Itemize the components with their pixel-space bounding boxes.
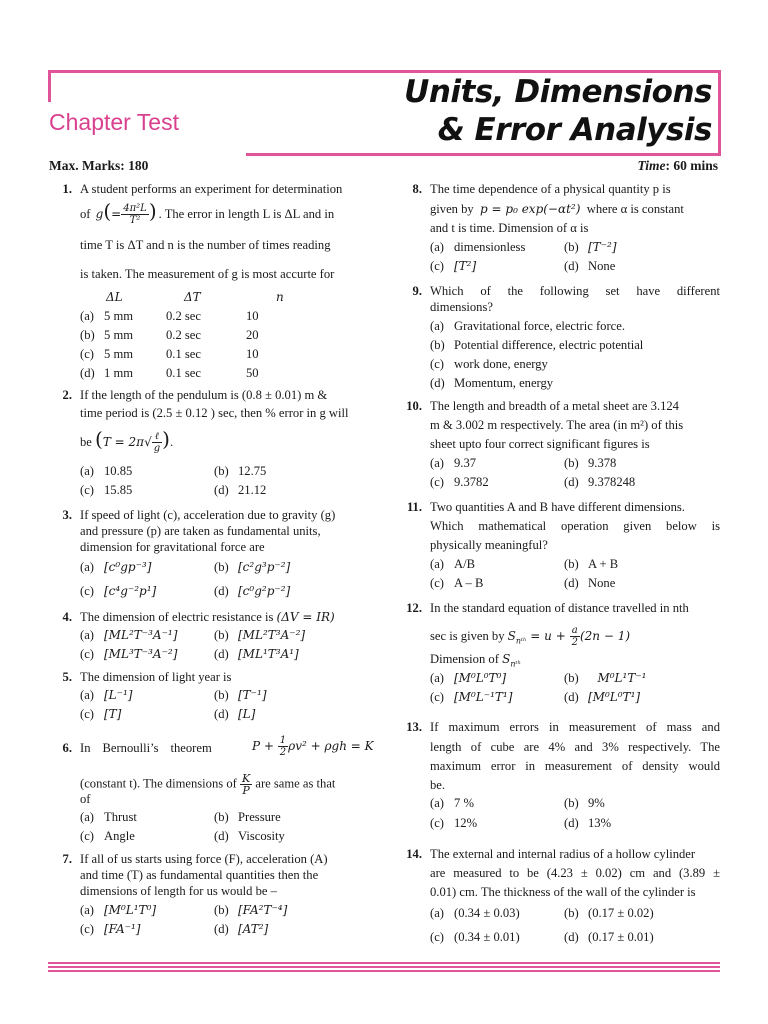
q14-line1: The external and internal radius of a hollow cylinder xyxy=(430,847,696,861)
q6-line1: In Bernoulli’s theorem xyxy=(80,741,212,755)
q6-line3: of xyxy=(80,792,91,806)
q13-line3: maximum error in measurement of density would xyxy=(430,759,720,773)
option-d[interactable]: (d) 13% xyxy=(564,816,612,830)
question-4 xyxy=(48,608,372,668)
q4-line1: The dimension of electric resistance is (ΔV = IR) xyxy=(80,610,335,624)
time-value: : 60 mins xyxy=(665,158,718,173)
footer-rule-1 xyxy=(48,962,720,964)
q11-line3: physically meaningful? xyxy=(430,538,548,552)
page-title-line2: & Error Analysis xyxy=(437,112,712,148)
q9-line2: dimensions? xyxy=(430,300,493,314)
q13-line4: be. xyxy=(430,778,446,792)
q12-distance-formula: $S_{nᵗʰ} = u$ + $\frac{a}{2}$ (2n − 1) xyxy=(507,625,631,648)
option-c[interactable]: (c) A – B xyxy=(430,576,484,590)
option-a[interactable]: (a) [L⁻¹] xyxy=(80,688,133,702)
option-c[interactable]: (c) 15.85 xyxy=(80,483,133,497)
option-b[interactable]: (b) 9.378 xyxy=(564,456,617,470)
option-b[interactable]: (b) Potential difference, electric potential xyxy=(430,338,644,352)
option-d[interactable]: (d) [L] xyxy=(214,707,256,721)
option-c[interactable]: (c) [M⁰L⁻¹T¹] xyxy=(430,690,513,704)
header-bottom-rule xyxy=(246,153,721,156)
q1-line4: is taken. The measurement of g is most accurte for xyxy=(80,267,335,281)
option-b[interactable]: (b) [T⁻²] xyxy=(564,240,617,254)
option-c[interactable]: (c) [T²] xyxy=(430,259,477,273)
option-a[interactable]: (a) Thrust xyxy=(80,810,137,824)
option-a[interactable]: (a) 9.37 xyxy=(430,456,477,470)
option-c[interactable]: (c) (0.34 ± 0.01) xyxy=(430,930,520,944)
q2-line1: If the length of the pendulum is (0.8 ± 0.01) m & xyxy=(80,388,328,402)
q1-line3: time T is ΔT and n is the number of times reading xyxy=(80,238,331,252)
question-number: 11. xyxy=(406,500,422,514)
time-label: Time xyxy=(637,158,666,173)
chapter-label: Chapter Test xyxy=(49,109,179,135)
question-11 xyxy=(398,498,720,596)
option-b[interactable]: (b) [c²g³p⁻²] xyxy=(214,560,291,574)
question-number: 13. xyxy=(406,720,422,734)
header-left-rule xyxy=(48,70,51,102)
q9-line1: Which of the following set have different xyxy=(430,284,720,298)
option-d[interactable]: (d) 1 mm 0.1 sec 50 xyxy=(80,366,259,380)
q8-line2: given by p = p₀ exp(−αt²) where α is constant xyxy=(430,202,684,216)
option-b[interactable]: (b) A + B xyxy=(564,557,619,571)
option-d[interactable]: (d) [c⁰g²p⁻²] xyxy=(214,584,291,598)
q1-header-n: n xyxy=(276,290,284,304)
option-c[interactable]: (c) work done, energy xyxy=(430,357,548,371)
q12-line2: sec is given by $S_{nᵗʰ} = u$ + $\frac{a}{2}$ (2n − 1) xyxy=(430,625,631,648)
q1-header-dt: ΔT xyxy=(184,290,201,304)
marks-value: : 180 xyxy=(120,158,149,173)
question-9 xyxy=(398,282,720,394)
option-b[interactable]: (b) (0.17 ± 0.02) xyxy=(564,906,654,920)
q11-line2: Which mathematical operation given below is xyxy=(430,519,720,533)
q3-line1: If speed of light (c), acceleration due to gravity (g) xyxy=(80,508,336,522)
q3-line2: and pressure (p) are taken as fundamental units, xyxy=(80,524,321,538)
page-title-line1: Units, Dimensions xyxy=(404,74,712,110)
question-14 xyxy=(398,845,720,945)
question-number: 8. xyxy=(412,182,422,196)
question-number: 6. xyxy=(62,741,72,755)
q1-g-formula: g(= $\frac{\text{4π²L}}{\text{T²}}$ ) xyxy=(95,199,157,226)
q2-line3: be (T = 2π√ $\frac{\text{ℓ}}{g}$ ). xyxy=(80,427,174,454)
question-number: 12. xyxy=(406,601,422,615)
question-8 xyxy=(398,180,720,280)
q1-line1: A student performs an experiment for determination xyxy=(80,182,343,196)
q10-line1: The length and breadth of a metal sheet are 3.124 xyxy=(430,399,679,413)
q13-line1: If maximum errors in measurement of mass and xyxy=(430,720,720,734)
question-7 xyxy=(48,850,372,942)
option-a[interactable]: (a) [ML²T⁻³A⁻¹] xyxy=(80,628,178,642)
q6-bernoulli-formula: P + $\frac{1}{2}$ ρv² + ρgh = K xyxy=(252,735,374,758)
footer-rule-2 xyxy=(48,966,720,968)
option-a[interactable]: (a) Gravitational force, electric force. xyxy=(430,319,625,333)
option-c[interactable]: (c) [T] xyxy=(80,707,122,721)
q6-line2: (constant t). The dimensions of $\frac{K}{P}$ are same as that xyxy=(80,772,336,797)
question-number: 5. xyxy=(62,670,72,684)
question-1 xyxy=(48,180,372,390)
question-number: 4. xyxy=(62,610,72,624)
option-c[interactable]: (c) 12% xyxy=(430,816,478,830)
question-number: 2. xyxy=(62,388,72,402)
question-12 xyxy=(398,599,720,715)
option-a[interactable]: (a) 10.85 xyxy=(80,464,133,478)
option-d[interactable]: (d) [M⁰L⁰T¹] xyxy=(564,690,641,704)
marks-label: Max. Marks xyxy=(49,158,121,173)
question-number: 9. xyxy=(412,284,422,298)
option-b[interactable]: (b) 5 mm 0.2 sec 20 xyxy=(80,328,259,342)
q7-line3: dimensions of length for us would be – xyxy=(80,884,277,898)
option-c[interactable]: (c) [ML³T⁻³A⁻²] xyxy=(80,647,178,661)
option-a[interactable]: (a) [M⁰L¹T⁰] xyxy=(80,903,157,917)
option-a[interactable]: (a) [c⁰gp⁻³] xyxy=(80,560,152,574)
q10-line3: sheet upto four correct significant figures is xyxy=(430,437,650,451)
q3-line3: dimension for gravitational force are xyxy=(80,540,265,554)
option-b[interactable]: (b) 12.75 xyxy=(214,464,267,478)
option-d[interactable]: (d) Momentum, energy xyxy=(430,376,554,390)
q7-line1: If all of us starts using force (F), acceleration (A) xyxy=(80,852,328,866)
q13-line2: length of cube are 4% and 3% respectively. The xyxy=(430,740,720,754)
question-6 xyxy=(48,735,372,847)
q12-line1: In the standard equation of distance travelled in nth xyxy=(430,601,689,615)
q1-line2: of g(= $\frac{\text{4π²L}}{\text{T²}}$ ) . The error in length L is ΔL and in xyxy=(80,199,335,226)
q14-line3: 0.01) cm. The thickness of the wall of the cylinder is xyxy=(430,885,696,899)
question-10 xyxy=(398,397,720,495)
footer-rule-3 xyxy=(48,970,720,972)
option-b[interactable]: (b) M⁰L¹T⁻¹ xyxy=(564,671,647,685)
q2-line2: time period is (2.5 ± 0.12 ) sec, then % error in g will xyxy=(80,406,349,420)
question-number: 1. xyxy=(62,182,72,196)
q2-period-formula: (T = 2π√ $\frac{\text{ℓ}}{g}$ ) xyxy=(95,427,170,454)
question-3 xyxy=(48,506,372,608)
option-a[interactable]: (a) A/B xyxy=(430,557,475,571)
option-a[interactable]: (a) dimensionless xyxy=(430,240,526,254)
option-c[interactable]: (c) 5 mm 0.1 sec 10 xyxy=(80,347,259,361)
option-a[interactable]: (a) [M⁰L⁰T⁰] xyxy=(430,671,507,685)
option-b[interactable]: (b) [FA²T⁻⁴] xyxy=(214,903,288,917)
q1-header-dl: ΔL xyxy=(106,290,123,304)
option-d[interactable]: (d) [AT²] xyxy=(214,922,269,936)
max-marks xyxy=(49,158,148,174)
q7-line2: and time (T) as fundamental quantities then the xyxy=(80,868,319,882)
q8-line3: and t is time. Dimension of α is xyxy=(430,221,589,235)
question-number: 7. xyxy=(62,852,72,866)
option-a[interactable]: (a) 7 % xyxy=(430,796,474,810)
option-d[interactable]: (d) None xyxy=(564,576,616,590)
q11-line1: Two quantities A and B have different dimensions. xyxy=(430,500,685,514)
question-number: 10. xyxy=(406,399,422,413)
option-d[interactable]: (d) None xyxy=(564,259,616,273)
option-a[interactable]: (a) 5 mm 0.2 sec 10 xyxy=(80,309,259,323)
option-c[interactable]: (c) 9.3782 xyxy=(430,475,489,489)
question-number: 14. xyxy=(406,847,422,861)
q12-line3: Dimension of $S_{nᵗʰ}$ xyxy=(430,652,521,669)
option-d[interactable]: (d) (0.17 ± 0.01) xyxy=(564,930,654,944)
option-d[interactable]: (d) 9.378248 xyxy=(564,475,636,489)
question-13 xyxy=(398,718,720,836)
q8-line1: The time dependence of a physical quantity p is xyxy=(430,182,671,196)
option-a[interactable]: (a) (0.34 ± 0.03) xyxy=(430,906,520,920)
question-2 xyxy=(48,386,372,500)
q14-line2: are measured to be (4.23 ± 0.02) cm and (3.89 ± xyxy=(430,866,720,880)
option-c[interactable]: (c) Angle xyxy=(80,829,135,843)
option-d[interactable]: (d) [ML¹T³A¹] xyxy=(214,647,299,661)
q5-line1: The dimension of light year is xyxy=(80,670,232,684)
option-b[interactable]: (b) [ML²T³A⁻²] xyxy=(214,628,306,642)
header-right-rule xyxy=(718,70,721,156)
option-b[interactable]: (b) 9% xyxy=(564,796,605,810)
option-d[interactable]: (d) Viscosity xyxy=(214,829,285,843)
question-5 xyxy=(48,668,372,728)
option-d[interactable]: (d) 21.12 xyxy=(214,483,267,497)
question-number: 3. xyxy=(62,508,72,522)
option-b[interactable]: (b) [T⁻¹] xyxy=(214,688,267,702)
option-c[interactable]: (c) [c⁴g⁻²p¹] xyxy=(80,584,157,598)
option-c[interactable]: (c) [FA⁻¹] xyxy=(80,922,141,936)
q10-line2: m & 3.002 m respectively. The area (in m²) of this xyxy=(430,418,684,432)
option-b[interactable]: (b) Pressure xyxy=(214,810,281,824)
time-limit xyxy=(637,158,718,174)
